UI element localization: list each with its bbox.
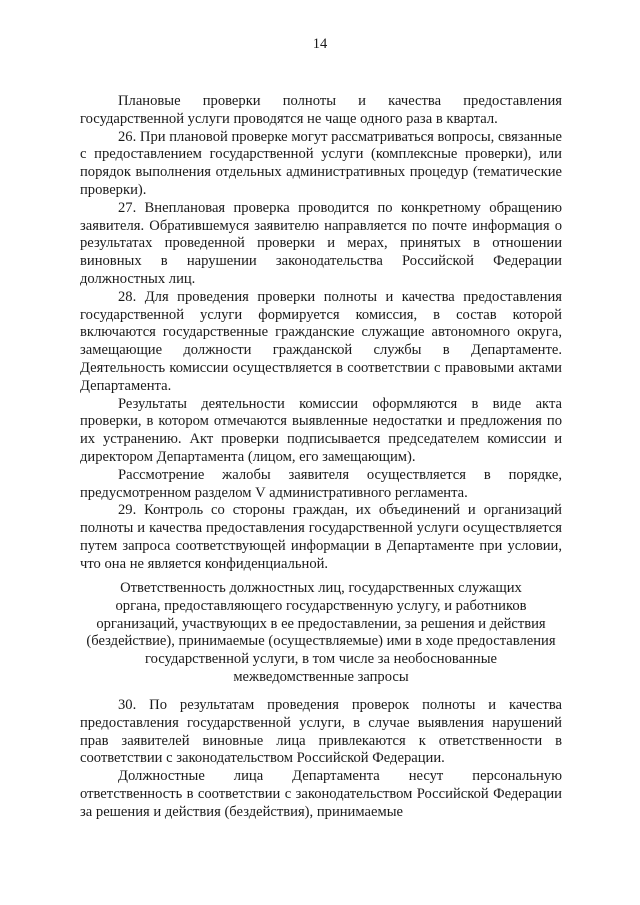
section-heading-line: организаций, участвующих в ее предоставлении, за решения и действия [96,615,546,632]
regulation-text-bottom [80,697,562,822]
section-heading-line: Ответственность должностных лиц, государственных служащих [120,580,522,596]
regulation-text-top [80,93,562,574]
paragraph-complaint-review: Рассмотрение жалобы заявителя осуществляется в порядке, предусмотренном разделом V административного регламента. [80,466,562,501]
paragraph-commission-results: Результаты деятельности комиссии оформляются в виде акта проверки, в котором отмечаются выявленные недостатки и предложения по их устранению. Акт проверки подписывается председателем комиссии и директором Департамента (лицом, его замещающим). [80,395,562,465]
section-heading-line: (бездействие), принимаемые (осуществляемые) ими в ходе предоставления [86,633,556,650]
section-heading-line: межведомственные запросы [233,668,409,685]
paragraph-26: 26. При плановой проверке могут рассматриваться вопросы, связанные с предоставлением государственной услуги (комплексные проверки), или порядок выполнения отдельных административных процедур (тематические проверки). [80,128,562,198]
paragraph-official-liability: Должностные лица Департамента несут персональную ответственность в соответствии с законодательством Российской Федерации за решения и действия (бездействия), принимаемые [80,768,562,820]
paragraph-planned-checks: Плановые проверки полноты и качества предоставления государственной услуги проводятся не чаще одного раза в квартал. [80,93,562,127]
paragraph-27: 27. Внеплановая проверка проводится по конкретному обращению заявителя. Обратившемуся заявителю направляется по почте информация о результатах проведенной проверки и мерах, принятых в отношении виновных в нарушении законодательства Российской Федерации должностных лиц. [80,199,562,287]
paragraph-29: 29. Контроль со стороны граждан, их объединений и организаций полноты и качества предоставления государственной услуги осуществляется путем запроса соответствующей информации в Департаменте при условии, что она не является конфиденциальной. [80,502,562,572]
page-number: 14 [312,36,328,52]
section-heading [70,580,572,687]
paragraph-28: 28. Для проведения проверки полноты и качества предоставления государственной услуги формируется комиссия, в состав которой включаются государственные гражданские служащие автономного округа, замещающие должности гражданской службы в Департаменте. Деятельность комиссии осуществляется в соответствии с правовыми актами Департамента. [80,288,562,394]
section-heading-line: органа, предоставляющего государственную услугу, и работников [115,597,527,614]
section-heading-line: государственной услуги, в том числе за необоснованные [145,651,497,668]
paragraph-30: 30. По результатам проведения проверок полноты и качества предоставления государственной услуги, в случае выявления нарушений прав заявителей виновные лица привлекаются к ответственности в соответствии с законодательством Российской Федерации. [80,697,562,767]
